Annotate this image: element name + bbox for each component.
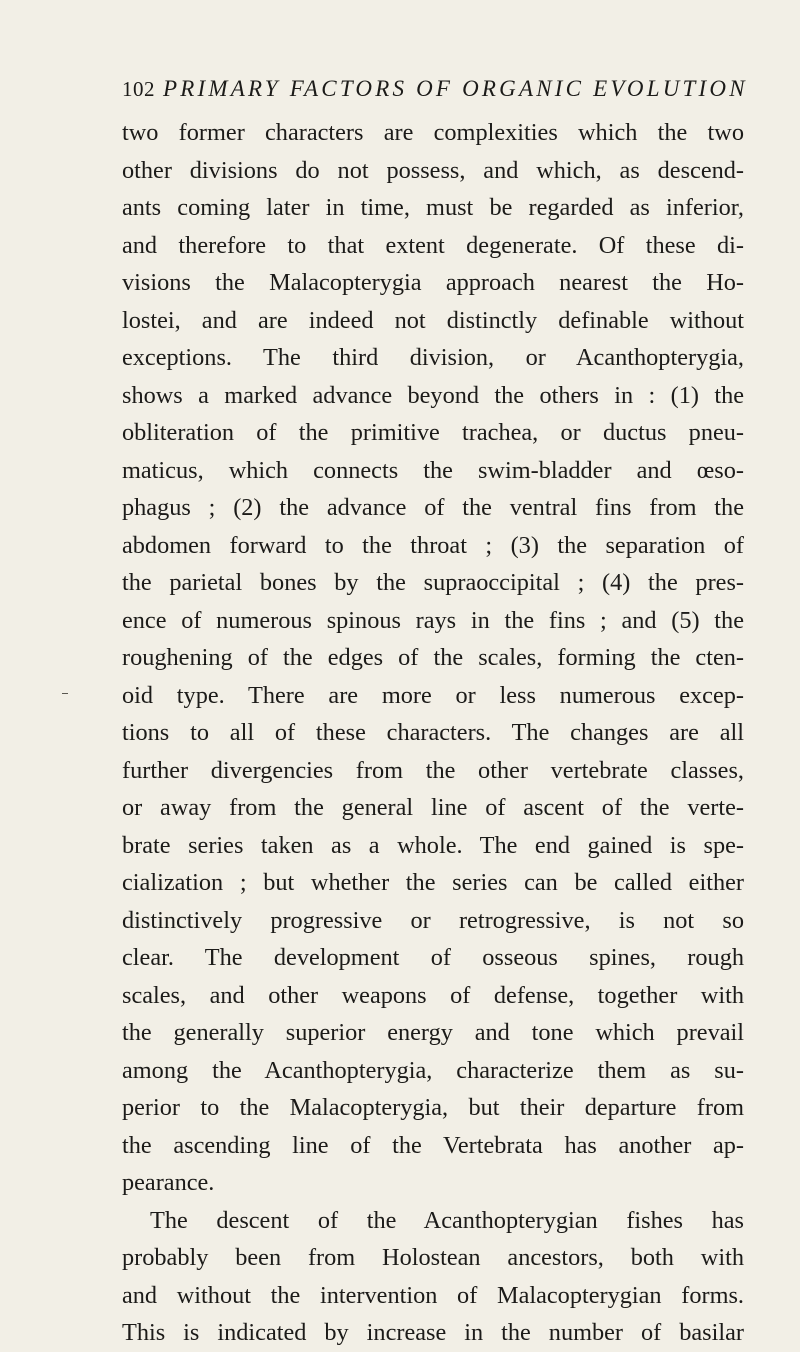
text-line: the ascending line of the Vertebrata has another ap- [122,1131,744,1159]
text-line: or away from the general line of ascent of the verte- [122,794,744,821]
text-line: oid type. There are more or less numerous excep- [122,681,744,709]
text-line: shows a marked advance beyond the others in : (1) the [122,381,744,409]
text-line: other divisions do not possess, and which, as descend- [122,156,744,184]
paragraph-last-line: pearance. [122,1169,215,1196]
text-line: further divergencies from the other vertebrate classes, [122,756,744,784]
text-line: the parietal bones by the supraoccipital ; (4) the pres- [122,569,744,596]
text-line: tions to all of these characters. The changes are all [122,719,744,746]
text-line: lostei, and are indeed not distinctly definable without [122,306,744,334]
text-line: cialization ; but whether the series can be called either [122,869,744,896]
text-line: clear. The development of osseous spines, rough [122,944,744,971]
text-line: scales, and other weapons of defense, together with [122,981,744,1009]
text-line: ence of numerous spinous rays in the fins ; and (5) the [122,606,744,634]
text-line: among the Acanthopterygia, characterize them as su- [122,1056,744,1084]
text-line: abdomen forward to the throat ; (3) the separation of [122,531,744,559]
text-line: exceptions. The third division, or Acanthopterygia, [122,344,744,371]
text-line: two former characters are complexities which the two [122,119,744,146]
paragraph-first-line: The descent of the Acanthopterygian fishes has [150,1206,744,1234]
text-line: maticus, which connects the swim-bladder and œso- [122,456,744,484]
text-line: brate series taken as a whole. The end gained is spe- [122,831,744,859]
running-title: PRIMARY FACTORS OF ORGANIC EVOLUTION [163,76,748,101]
page-number: 102 [122,77,155,101]
text-line: and without the intervention of Malacopterygian forms. [122,1281,744,1309]
text-line: distinctively progressive or retrogressive, is not so [122,906,744,934]
text-line: ants coming later in time, must be regarded as inferior, [122,194,744,221]
text-line: perior to the Malacopterygia, but their departure from [122,1094,744,1121]
body-text [122,114,744,1352]
text-line: obliteration of the primitive trachea, or ductus pneu- [122,419,744,446]
text-line: roughening of the edges of the scales, forming the cten- [122,644,744,671]
text-line: probably been from Holostean ancestors, both with [122,1244,744,1271]
text-line: phagus ; (2) the advance of the ventral fins from the [122,494,744,521]
text-line: and therefore to that extent degenerate. Of these di- [122,231,744,259]
text-line: This is indicated by increase in the number of basilar [122,1319,744,1346]
text-line: visions the Malacopterygia approach nearest the Ho- [122,269,744,296]
margin-mark [62,693,68,694]
text-line: the generally superior energy and tone which prevail [122,1019,744,1046]
page-header [122,76,748,106]
